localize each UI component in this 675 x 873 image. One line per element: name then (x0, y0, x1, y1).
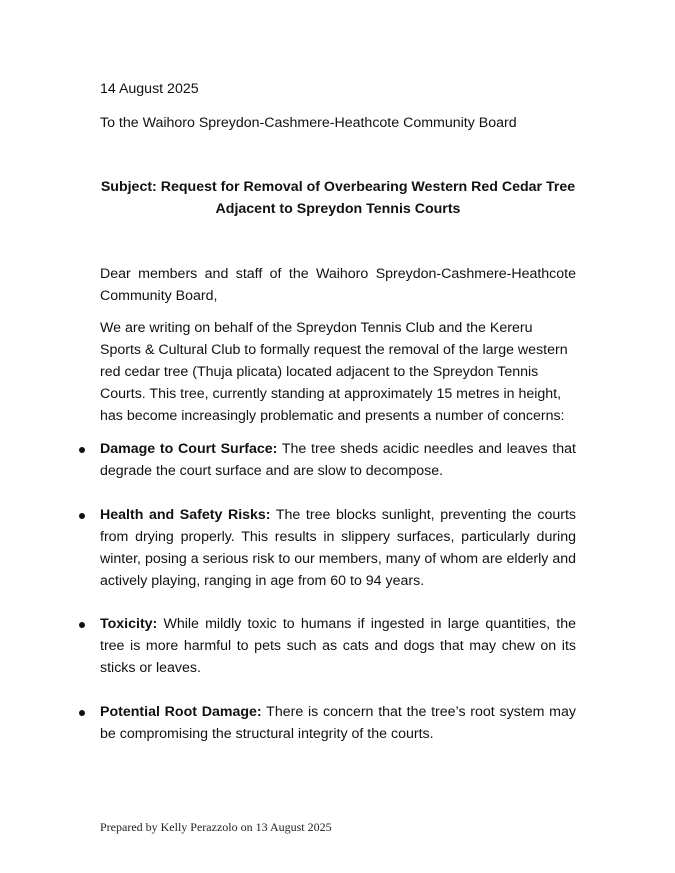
concern-heading: Potential Root Damage: (100, 704, 262, 720)
concern-heading: Health and Safety Risks: (100, 507, 271, 523)
prepared-by-footer: Prepared by Kelly Perazzolo on 13 August 2025 (100, 820, 332, 834)
bullet-dot-icon (79, 513, 85, 519)
letter-salutation: Dear members and staff of the Waihoro Spreydon-Cashmere-Heathcote Community Board, (100, 266, 576, 304)
bullet-dot-icon (79, 622, 85, 628)
letter-addressee: To the Waihoro Spreydon-Cashmere-Heathcote Community Board (100, 115, 517, 131)
concern-item-health-safety (100, 504, 576, 592)
concern-item-root-damage (100, 701, 576, 745)
concern-text: The tree blocks sunlight, preventing the courts from drying properly. This results in slippery surfaces, particularly during winter, posing a serious risk to our members, many of whom are elderly and actively playing, ranging in age from 60 to 94 years. (100, 507, 576, 589)
concern-heading: Toxicity: (100, 616, 158, 632)
concern-text: There is concern that the tree’s root system may be compromising the structural integrity of the courts. (100, 704, 576, 742)
bullet-dot-icon (79, 447, 85, 453)
bullet-dot-icon (79, 710, 85, 716)
letter-intro-paragraph: We are writing on behalf of the Spreydon Tennis Club and the Kereru Sports & Cultural Club to formally request the removal of the large western red cedar tree (Thuja plicata) located adjacent to the Spreydon Tennis Courts. This tree, currently standing at approximately 15 metres in height, has become increasingly problematic and presents a number of concerns: (100, 320, 568, 424)
concern-heading: Damage to Court Surface: (100, 441, 278, 457)
concern-text: While mildly toxic to humans if ingested in large quantities, the tree is more harmful to pets such as cats and dogs that may chew on its sticks or leaves. (100, 616, 576, 676)
concern-text: The tree sheds acidic needles and leaves that degrade the court surface and are slow to decompose. (100, 441, 576, 479)
letter-subject: Subject: Request for Removal of Overbearing Western Red Cedar Tree Adjacent to Spreydon Tennis Courts (100, 179, 576, 217)
concern-item-court-surface (100, 438, 576, 482)
letter-date: 14 August 2025 (100, 81, 199, 97)
concern-item-toxicity (100, 613, 576, 679)
